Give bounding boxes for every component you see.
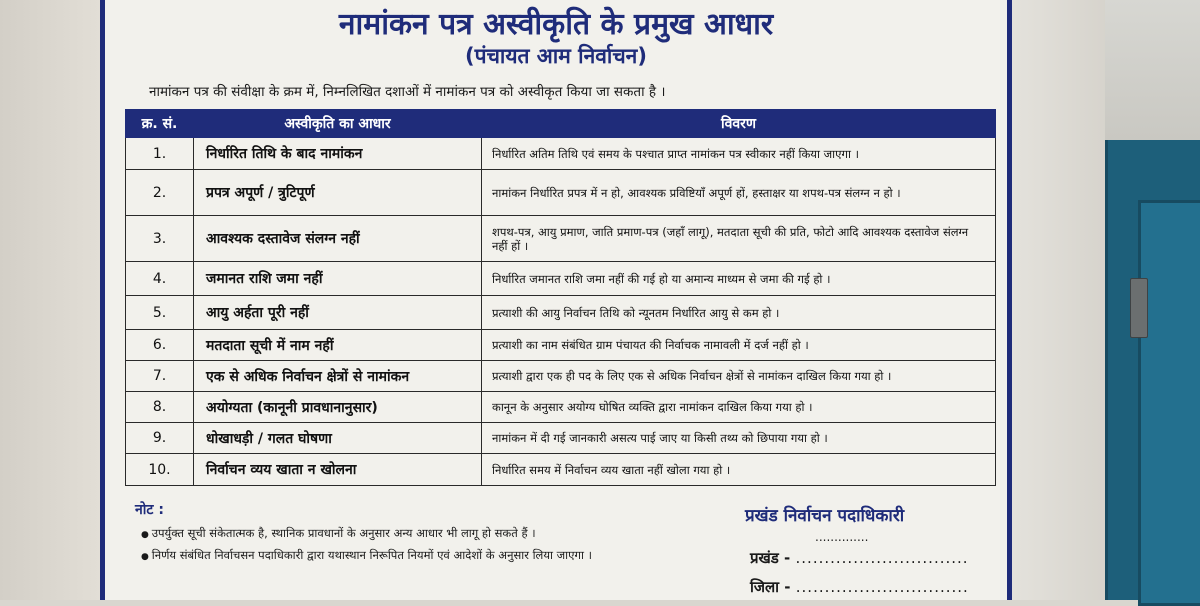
row-detail: नामांकन में दी गई जानकारी असत्य पाई जाए या किसी तथ्य को छिपाया गया हो । — [482, 423, 996, 454]
row-detail: प्रत्याशी का नाम संबंधित ग्राम पंचायत की निर्वाचक नामावली में दर्ज नहीं हो । — [482, 330, 996, 361]
district-field — [750, 577, 969, 597]
row-serial: 8. — [126, 392, 194, 423]
note-list — [141, 526, 592, 570]
row-ground: प्रपत्र अपूर्ण / त्रुटिपूर्ण — [194, 170, 482, 216]
note-item: ● निर्णय संबंधित निर्वाचसन पदाधिकारी द्वारा यथास्थान निरूपित नियमों एवं आदेशों के अनुसार लिया जाएगा । — [141, 548, 592, 563]
row-detail: कानून के अनुसार अयोग्य घोषित व्यक्ति द्वारा नामांकन दाखिल किया गया हो । — [482, 392, 996, 423]
notice-board — [100, 0, 1012, 600]
table-row — [126, 423, 996, 454]
row-ground: एक से अधिक निर्वाचन क्षेत्रों से नामांकन — [194, 361, 482, 392]
table-row — [126, 138, 996, 170]
block-label: प्रखंड - — [750, 549, 791, 567]
row-serial: 9. — [126, 423, 194, 454]
table-header-row — [126, 110, 996, 138]
row-serial: 5. — [126, 296, 194, 330]
row-serial: 10. — [126, 454, 194, 486]
officer-title: प्रखंड निर्वाचन पदाधिकारी — [745, 506, 905, 526]
table-row — [126, 454, 996, 486]
header-serial: क्र. सं. — [126, 110, 194, 138]
board-title: नामांकन पत्र अस्वीकृति के प्रमुख आधार — [338, 7, 774, 42]
row-detail: निर्धारित अतिम तिथि एवं समय के पश्चात प्राप्त नामांकन पत्र स्वीकार नहीं किया जाएगा । — [482, 138, 996, 170]
row-ground: आवश्यक दस्तावेज संलग्न नहीं — [194, 216, 482, 262]
district-label: जिला - — [750, 578, 791, 596]
district-blank: .............................. — [795, 578, 969, 596]
table-row — [126, 170, 996, 216]
rejection-table — [125, 109, 995, 486]
row-detail: प्रत्याशी की आयु निर्वाचन तिथि को न्यूनतम निर्धारित आयु से कम हो । — [482, 296, 996, 330]
row-serial: 3. — [126, 216, 194, 262]
row-detail: निर्धारित जमानत राशि जमा नहीं की गई हो या अमान्य माध्यम से जमा की गई हो । — [482, 262, 996, 296]
header-detail: विवरण — [482, 110, 996, 138]
note-item: ● उपर्युक्त सूची संकेतात्मक है, स्थानिक प्रावधानों के अनुसार अन्य आधार भी लागू हो सकते हैं । — [141, 526, 592, 541]
row-serial: 1. — [126, 138, 194, 170]
row-detail: निर्धारित समय में निर्वाचन व्यय खाता नहीं खोला गया हो । — [482, 454, 996, 486]
row-ground: निर्धारित तिथि के बाद नामांकन — [194, 138, 482, 170]
row-ground: मतदाता सूची में नाम नहीं — [194, 330, 482, 361]
intro-text: नामांकन पत्र की संवीक्षा के क्रम में, निम्नलिखित दशाओं में नामांकन पत्र को अस्वीकृत किया जा सकता है । — [149, 84, 666, 100]
row-detail: प्रत्याशी द्वारा एक ही पद के लिए एक से अधिक निर्वाचन क्षेत्रों से नामांकन दाखिल किया गया हो । — [482, 361, 996, 392]
table-row — [126, 296, 996, 330]
row-detail: शपथ-पत्र, आयु प्रमाण, जाति प्रमाण-पत्र (जहाँ लागू), मतदाता सूची की प्रति, फोटो आदि आवश्यक दस्तावेज संलग्न नहीं हों । — [482, 216, 996, 262]
wall-right — [1012, 0, 1108, 600]
door-panel — [1138, 200, 1200, 606]
table-row — [126, 262, 996, 296]
header-ground: अस्वीकृति का आधार — [194, 110, 482, 138]
block-field — [750, 548, 969, 568]
row-serial: 7. — [126, 361, 194, 392]
wall-upper-right — [1105, 0, 1200, 140]
row-ground: धोखाधड़ी / गलत घोषणा — [194, 423, 482, 454]
row-ground: अयोग्यता (कानूनी प्रावधानानुसार) — [194, 392, 482, 423]
row-ground: आयु अर्हता पूरी नहीं — [194, 296, 482, 330]
board-subtitle: (पंचायत आम निर्वाचन) — [465, 44, 647, 68]
door-hinge — [1130, 278, 1148, 338]
row-ground: निर्वाचन व्यय खाता न खोलना — [194, 454, 482, 486]
signature-line: .............. — [815, 530, 869, 544]
table-row — [126, 330, 996, 361]
note-title: नोट : — [135, 502, 164, 518]
row-serial: 2. — [126, 170, 194, 216]
wall-left — [0, 0, 100, 600]
block-blank: .............................. — [795, 549, 969, 567]
row-detail: नामांकन निर्धारित प्रपत्र में न हो, आवश्यक प्रविष्टियाँ अपूर्ण हों, हस्ताक्षर या शपथ-पत्र संलग्न न हो । — [482, 170, 996, 216]
table-row — [126, 216, 996, 262]
row-serial: 4. — [126, 262, 194, 296]
table-row — [126, 361, 996, 392]
table-row — [126, 392, 996, 423]
row-serial: 6. — [126, 330, 194, 361]
row-ground: जमानत राशि जमा नहीं — [194, 262, 482, 296]
